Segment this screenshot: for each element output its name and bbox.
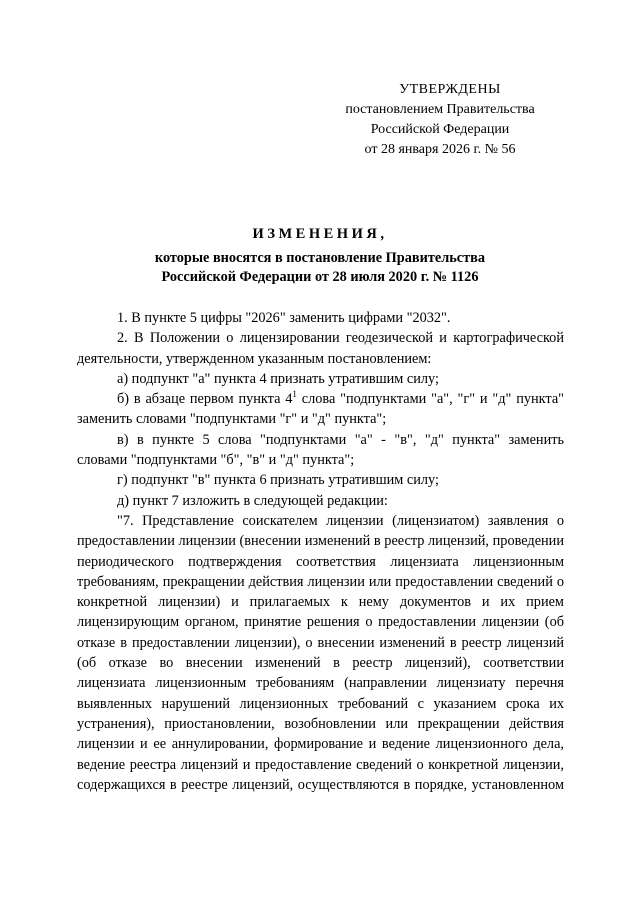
- paragraph-7: д) пункт 7 изложить в следующей редакции:: [117, 492, 388, 509]
- paragraph-6: г) подпункт "в" пункта 6 признать утратившим силу;: [117, 472, 439, 489]
- paragraph-8: "7. Представление соискателем лицензии (лицензиатом) заявления о предоставлении лицензии (внесении изменений в реестр лицензий, проведении периодического подтверждения соответствия лицензиата лицензионным требованиям, прекращении действия лицензии или предоставлении сведений о конкретной лицензии) и прилагаемых к нему документов и их прием лицензирующим органом, принятие решения о предоставлении лицензии (об отказе в предоставлении лицензии), о внесении изменений в реестр лицензий (об отказе во внесении изменений в реестр лицензий), соответствии лицензиата лицензионным требованиям (направлении лицензиату перечня выявленных нарушений лицензионных требований с указанием срока их устранения), приостановлении, возобновлении или прекращении действия лицензии и ее аннулировании, формирование и ведение лицензионного дела, ведение реестра лицензий и предоставление сведений о конкретной лицензии, содержащихся в реестре лицензий, осуществляются в порядке, установленном: [77, 512, 564, 793]
- paragraph-4-superscript: 1: [292, 389, 297, 400]
- approval-heading: УТВЕРЖДЕНЫ: [399, 82, 501, 97]
- approval-stamp: [330, 80, 550, 160]
- document-subtitle: [0, 249, 640, 287]
- subtitle-line-1: которые вносятся в постановление Правительства: [154, 250, 486, 266]
- approval-line-2: Российской Федерации: [370, 122, 510, 137]
- approval-line-1: постановлением Правительства: [345, 102, 535, 117]
- subtitle-line-2: Российской Федерации от 28 июля 2020 г. № 1126: [161, 269, 479, 285]
- paragraph-3: а) подпункт "а" пункта 4 признать утратившим силу;: [117, 370, 439, 387]
- paragraph-1: 1. В пункте 5 цифры "2026" заменить цифрами "2032".: [117, 310, 451, 326]
- document-title: ИЗМЕНЕНИЯ,: [252, 226, 388, 242]
- paragraph-4-end: слова "подпунктами "а", "г" и "д" пункта" заменить словами "подпунктами "г" и "д" пункта";: [77, 391, 565, 428]
- paragraph-4: [77, 389, 564, 430]
- paragraph-2: 2. В Положении о лицензировании геодезической и картографической деятельности, утвержденном указанным постановлением:: [77, 330, 564, 367]
- paragraph-4-start: б) в абзаце первом пункта 4: [117, 391, 293, 408]
- document-body: [77, 308, 564, 795]
- paragraph-5: в) в пункте 5 слова "подпунктами "а" - "в", "д" пункта" заменить словами "подпунктами "б", "в" и "д" пункта";: [77, 431, 564, 469]
- approval-line-3: от 28 января 2026 г. № 56: [364, 142, 516, 157]
